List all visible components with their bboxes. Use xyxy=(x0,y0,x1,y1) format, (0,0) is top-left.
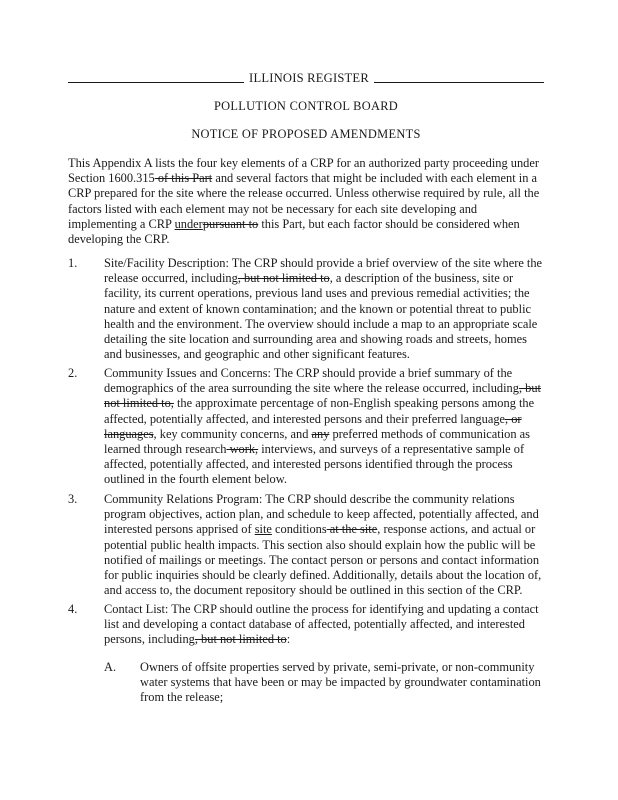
item-text-run: Contact List: The CRP should outline the process for identifying and updating a contact list and developing a contact database of affected, potentially affected, and interested persons, including xyxy=(104,602,539,647)
register-header xyxy=(68,68,544,86)
item-struck-run: , but not limited to xyxy=(194,632,287,647)
intro-text-1: This Appendix A lists the four key elements of a CRP for an authorized party proceeding under Section 1600.315 xyxy=(68,156,539,186)
sub-item-letter: A. xyxy=(104,660,117,674)
intro-text-2: and several factors that might be included with each element in a CRP prepared for the site where the release occurred. Unless otherwise required by rule, all the factors listed with each element may not be necessary for each site developing and implementing a CRP xyxy=(68,171,540,231)
register-title: ILLINOIS REGISTER xyxy=(249,71,369,85)
item-text-run: , a description of the business, site or facility, its current operations, previous land uses and previous remedial activities; the nature and extent of known contamination; and the known or potential threat to public health and the environment. The overview should include a map to an appropriate scale detailing the site location and surrounding area and showing roads and streets, homes and businesses, and geographic and other significant features. xyxy=(104,271,538,362)
item-text-run: conditions xyxy=(271,522,327,537)
item-text-run: , key community concerns, and xyxy=(153,426,312,441)
intro-struck-2: pursuant to xyxy=(202,216,259,231)
item-text xyxy=(104,366,544,488)
item-text-run: : xyxy=(286,632,291,647)
item-text-run: Site/Facility Description: The CRP should provide a brief overview of the site where the release occurred, including xyxy=(104,256,543,286)
intro-paragraph xyxy=(68,156,544,247)
item-text xyxy=(104,256,544,362)
intro-underlined-1: under xyxy=(174,216,203,231)
header-right-rule xyxy=(374,82,544,83)
sub-item-text: Owners of offsite properties served by private, semi-private, or non-community water systems that have been or may be impacted by groundwater contamination from the release; xyxy=(140,660,541,705)
item-text-run: Community Issues and Concerns: The CRP should provide a brief summary of the demographics of the area surrounding the site where the release occurred, including xyxy=(104,366,519,396)
item-struck-run: , but not limited to, xyxy=(104,381,541,411)
header-left-rule xyxy=(68,82,244,83)
item-text-run: , response actions, and actual or potential public health impacts. This section also should explain how the public will be notified of mailings or meetings. The contact person or persons and contact information for public inquiries should be clearly defined. Additionally, details about the location of, and access to, the document repository should be outlined in this section of the CRP. xyxy=(104,522,542,598)
item-struck-run: at the site xyxy=(326,522,378,537)
item-text-run: preferred methods of communication as learned through research xyxy=(104,426,530,457)
item-underlined-run: site xyxy=(254,522,272,537)
item-text xyxy=(104,602,544,648)
item-number: 2. xyxy=(68,366,78,380)
item-text-run: Community Relations Program: The CRP should describe the community relations program objectives, action plan, and schedule to keep affected, potentially affected, and interested persons apprised of xyxy=(104,492,539,537)
item-struck-run: work, xyxy=(226,442,259,457)
item-text xyxy=(104,492,544,598)
notice-type: NOTICE OF PROPOSED AMENDMENTS xyxy=(191,127,421,141)
item-text-run: the approximate percentage of non-English speaking persons among the affected, potentially affected, and interested persons and their preferred language xyxy=(104,396,535,426)
item-struck-run: any xyxy=(311,426,330,441)
item-text-run: interviews, and surveys of a representative sample of affected, potentially affected, and interested persons identified through the process outlined in the fourth element below. xyxy=(104,442,525,487)
intro-struck-1: of this Part xyxy=(154,171,213,186)
item-struck-run: , or languages xyxy=(104,411,522,441)
item-number: 3. xyxy=(68,492,78,506)
item-number: 1. xyxy=(68,256,78,270)
item-struck-run: , but not limited to xyxy=(237,271,330,286)
item-number: 4. xyxy=(68,602,78,616)
intro-text-3: this Part, but each factor should be considered when developing the CRP. xyxy=(68,216,520,247)
agency-title: POLLUTION CONTROL BOARD xyxy=(213,99,399,113)
